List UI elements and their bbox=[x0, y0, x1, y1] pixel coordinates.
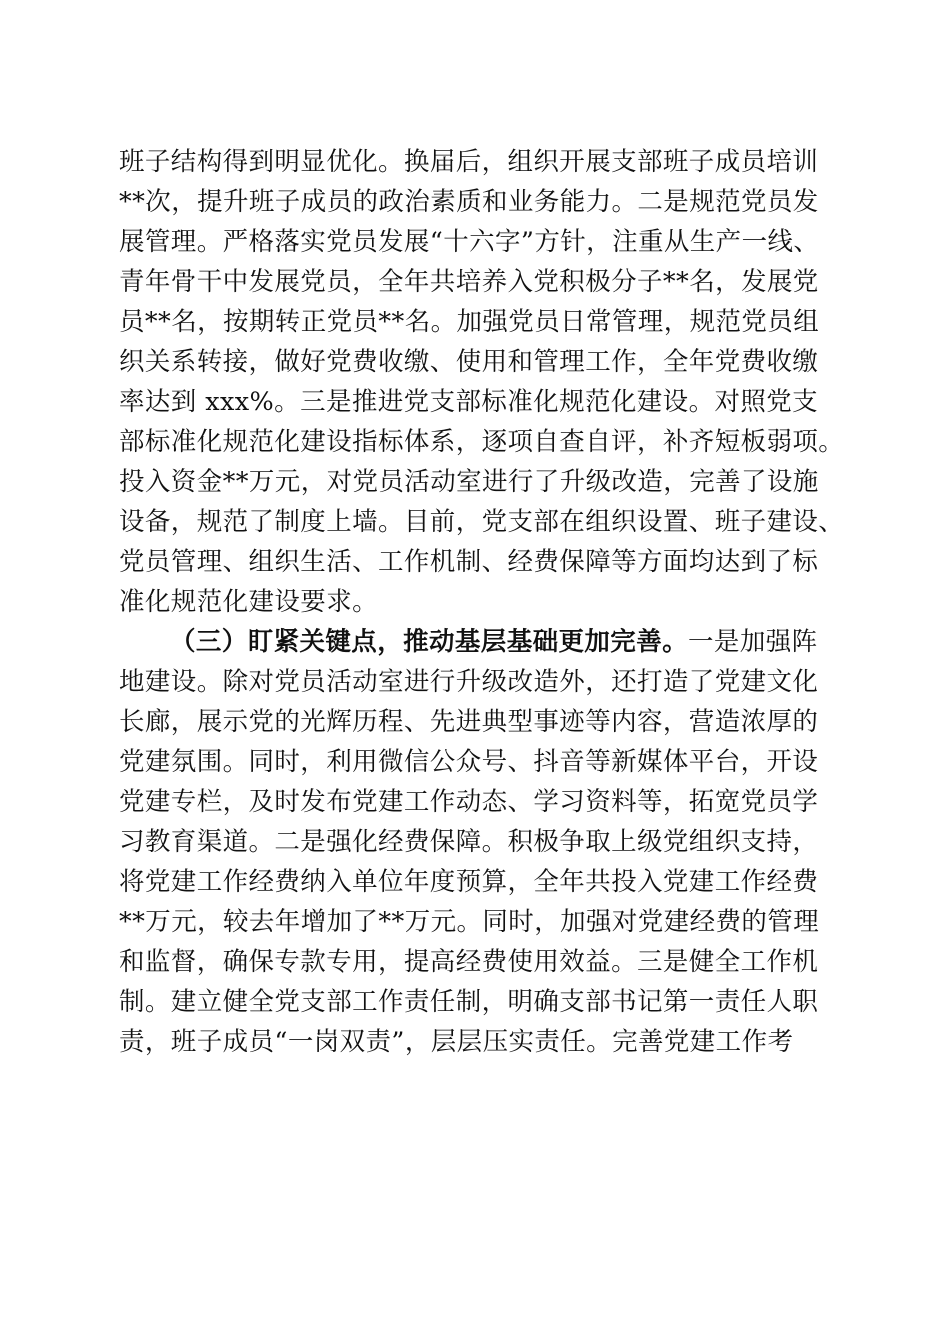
text-line: 党员管理、组织生活、工作机制、经费保障等方面均达到了标 bbox=[119, 547, 819, 577]
text-line: **万元，较去年增加了**万元。同时，加强对党建经费的管理 bbox=[119, 907, 820, 937]
text-line: 和监督，确保专款专用，提高经费使用效益。三是健全工作机 bbox=[119, 947, 819, 977]
text-line: 率达到 xxx%。三是推进党支部标准化规范化建设。对照党支 bbox=[119, 387, 819, 417]
text-line: 设备，规范了制度上墙。目前，党支部在组织设置、班子建设、 bbox=[119, 507, 845, 537]
text-line: 织关系转接，做好党费收缴、使用和管理工作，全年党费收缴 bbox=[119, 347, 819, 377]
text-line: 长廊，展示党的光辉历程、先进典型事迹等内容，营造浓厚的 bbox=[119, 707, 819, 737]
text-line: 地建设。除对党员活动室进行升级改造外，还打造了党建文化 bbox=[119, 667, 819, 697]
text-line: 展管理。严格落实党员发展“十六字”方针，注重从生产一线、 bbox=[119, 227, 820, 257]
text-line: 部标准化规范化建设指标体系，逐项自查自评，补齐短板弱项。 bbox=[119, 427, 845, 457]
text-line: 投入资金**万元，对党员活动室进行了升级改造，完善了设施 bbox=[119, 467, 819, 497]
text-line: 制。建立健全党支部工作责任制，明确支部书记第一责任人职 bbox=[119, 987, 819, 1017]
text-line: 班子结构得到明显优化。换届后，组织开展支部班子成员培训 bbox=[119, 147, 819, 177]
section-heading: （三）盯紧关键点，推动基层基础更加完善。 bbox=[170, 627, 689, 657]
text-line: 准化规范化建设要求。 bbox=[119, 587, 379, 617]
text-line: 习教育渠道。二是强化经费保障。积极争取上级党组织支持， bbox=[119, 827, 819, 857]
text-line: 员**名，按期转正党员**名。加强党员日常管理，规范党员组 bbox=[119, 307, 820, 337]
text-line: 责，班子成员“一岗双责”，层层压实责任。完善党建工作考 bbox=[119, 1027, 794, 1057]
text-line: 将党建工作经费纳入单位年度预算，全年共投入党建工作经费 bbox=[119, 867, 819, 897]
text-span: 一是加强阵 bbox=[688, 627, 818, 657]
paragraph-heading-line bbox=[170, 622, 831, 662]
text-line: **次，提升班子成员的政治素质和业务能力。二是规范党员发 bbox=[119, 187, 819, 217]
text-line: 党建专栏，及时发布党建工作动态、学习资料等，拓宽党员学 bbox=[119, 787, 819, 817]
text-line: 青年骨干中发展党员，全年共培养入党积极分子**名，发展党 bbox=[119, 267, 819, 297]
text-line: 党建氛围。同时，利用微信公众号、抖音等新媒体平台，开设 bbox=[119, 747, 819, 777]
